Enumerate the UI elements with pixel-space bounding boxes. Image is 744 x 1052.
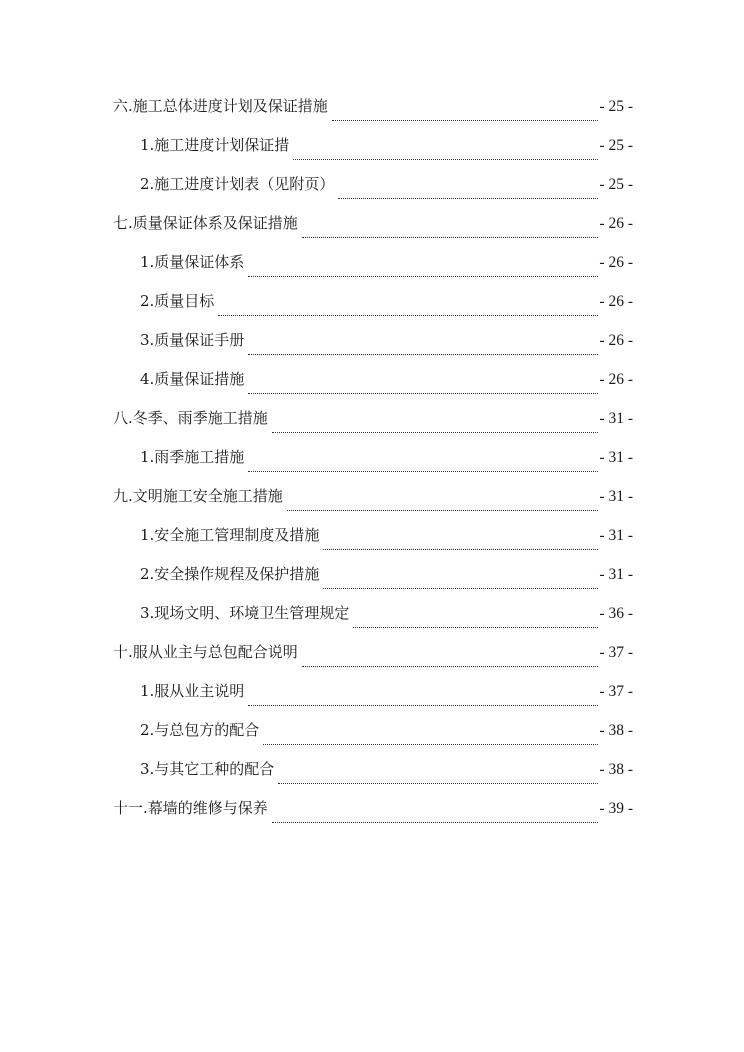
toc-entry-title: 2.施工进度计划表（见附页） — [140, 175, 335, 193]
toc-entry-page: - 25 - — [599, 98, 633, 115]
toc-entry-page: - 25 - — [599, 137, 633, 154]
toc-entry-page: - 31 - — [599, 527, 633, 544]
toc-entry-title: 3.质量保证手册 — [140, 331, 245, 349]
toc-entry-page: - 31 - — [599, 488, 633, 505]
toc-leader-dots — [293, 158, 598, 160]
toc-entry-title: 七.质量保证体系及保证措施 — [113, 214, 298, 232]
toc-entry-title: 1.质量保证体系 — [140, 253, 245, 271]
toc-entry-section-10[interactable] — [113, 640, 633, 679]
toc-entry-section-7[interactable] — [113, 211, 633, 250]
toc-entry-7-1[interactable] — [113, 250, 633, 289]
toc-leader-dots — [338, 197, 598, 199]
toc-entry-title: 3.与其它工种的配合 — [140, 760, 275, 778]
toc-entry-page: - 38 - — [599, 761, 633, 778]
table-of-contents — [113, 94, 633, 835]
toc-entry-title: 1.雨季施工措施 — [140, 448, 245, 466]
toc-leader-dots — [272, 431, 599, 433]
toc-entry-title: 六.施工总体进度计划及保证措施 — [113, 97, 328, 115]
toc-entry-8-1[interactable] — [113, 445, 633, 484]
toc-entry-page: - 26 - — [599, 332, 633, 349]
toc-entry-6-2[interactable] — [113, 172, 633, 211]
toc-leader-dots — [248, 470, 598, 472]
toc-entry-title: 十.服从业主与总包配合说明 — [113, 643, 298, 661]
toc-entry-page: - 36 - — [599, 605, 633, 622]
toc-leader-dots — [218, 314, 598, 316]
toc-entry-title: 1.服从业主说明 — [140, 682, 245, 700]
toc-entry-title: 十一.幕墙的维修与保养 — [113, 799, 268, 817]
toc-entry-title: 2.安全操作规程及保护措施 — [140, 565, 320, 583]
toc-entry-page: - 38 - — [599, 722, 633, 739]
toc-entry-title: 1.施工进度计划保证措 — [140, 136, 290, 154]
toc-entry-section-9[interactable] — [113, 484, 633, 523]
toc-entry-page: - 26 - — [599, 293, 633, 310]
toc-entry-10-2[interactable] — [113, 718, 633, 757]
toc-leader-dots — [287, 509, 599, 511]
toc-entry-section-8[interactable] — [113, 406, 633, 445]
toc-entry-section-6[interactable] — [113, 94, 633, 133]
toc-leader-dots — [278, 782, 598, 784]
toc-entry-9-3[interactable] — [113, 601, 633, 640]
toc-entry-title: 4.质量保证措施 — [140, 370, 245, 388]
toc-leader-dots — [323, 587, 598, 589]
toc-entry-title: 八.冬季、雨季施工措施 — [113, 409, 268, 427]
toc-entry-9-1[interactable] — [113, 523, 633, 562]
toc-entry-page: - 31 - — [599, 410, 633, 427]
toc-entry-7-2[interactable] — [113, 289, 633, 328]
toc-entry-7-3[interactable] — [113, 328, 633, 367]
toc-leader-dots — [353, 626, 598, 628]
toc-entry-title: 3.现场文明、环境卫生管理规定 — [140, 604, 350, 622]
toc-leader-dots — [323, 548, 598, 550]
toc-leader-dots — [263, 743, 598, 745]
toc-entry-page: - 31 - — [599, 566, 633, 583]
toc-entry-title: 九.文明施工安全施工措施 — [113, 487, 283, 505]
toc-entry-section-11[interactable] — [113, 796, 633, 835]
toc-entry-page: - 26 - — [599, 215, 633, 232]
toc-leader-dots — [248, 704, 598, 706]
toc-entry-title: 2.与总包方的配合 — [140, 721, 260, 739]
toc-entry-6-1[interactable] — [113, 133, 633, 172]
toc-entry-page: - 26 - — [599, 371, 633, 388]
toc-leader-dots — [302, 665, 599, 667]
toc-entry-10-1[interactable] — [113, 679, 633, 718]
toc-leader-dots — [272, 821, 599, 823]
toc-entry-7-4[interactable] — [113, 367, 633, 406]
toc-entry-page: - 39 - — [599, 800, 633, 817]
toc-leader-dots — [302, 236, 599, 238]
toc-entry-page: - 25 - — [599, 176, 633, 193]
toc-entry-page: - 31 - — [599, 449, 633, 466]
toc-entry-page: - 26 - — [599, 254, 633, 271]
toc-leader-dots — [248, 353, 598, 355]
toc-entry-10-3[interactable] — [113, 757, 633, 796]
toc-entry-page: - 37 - — [599, 644, 633, 661]
toc-leader-dots — [332, 119, 599, 121]
toc-leader-dots — [248, 392, 598, 394]
toc-entry-title: 1.安全施工管理制度及措施 — [140, 526, 320, 544]
toc-entry-title: 2.质量目标 — [140, 292, 215, 310]
toc-leader-dots — [248, 275, 598, 277]
toc-entry-9-2[interactable] — [113, 562, 633, 601]
toc-entry-page: - 37 - — [599, 683, 633, 700]
